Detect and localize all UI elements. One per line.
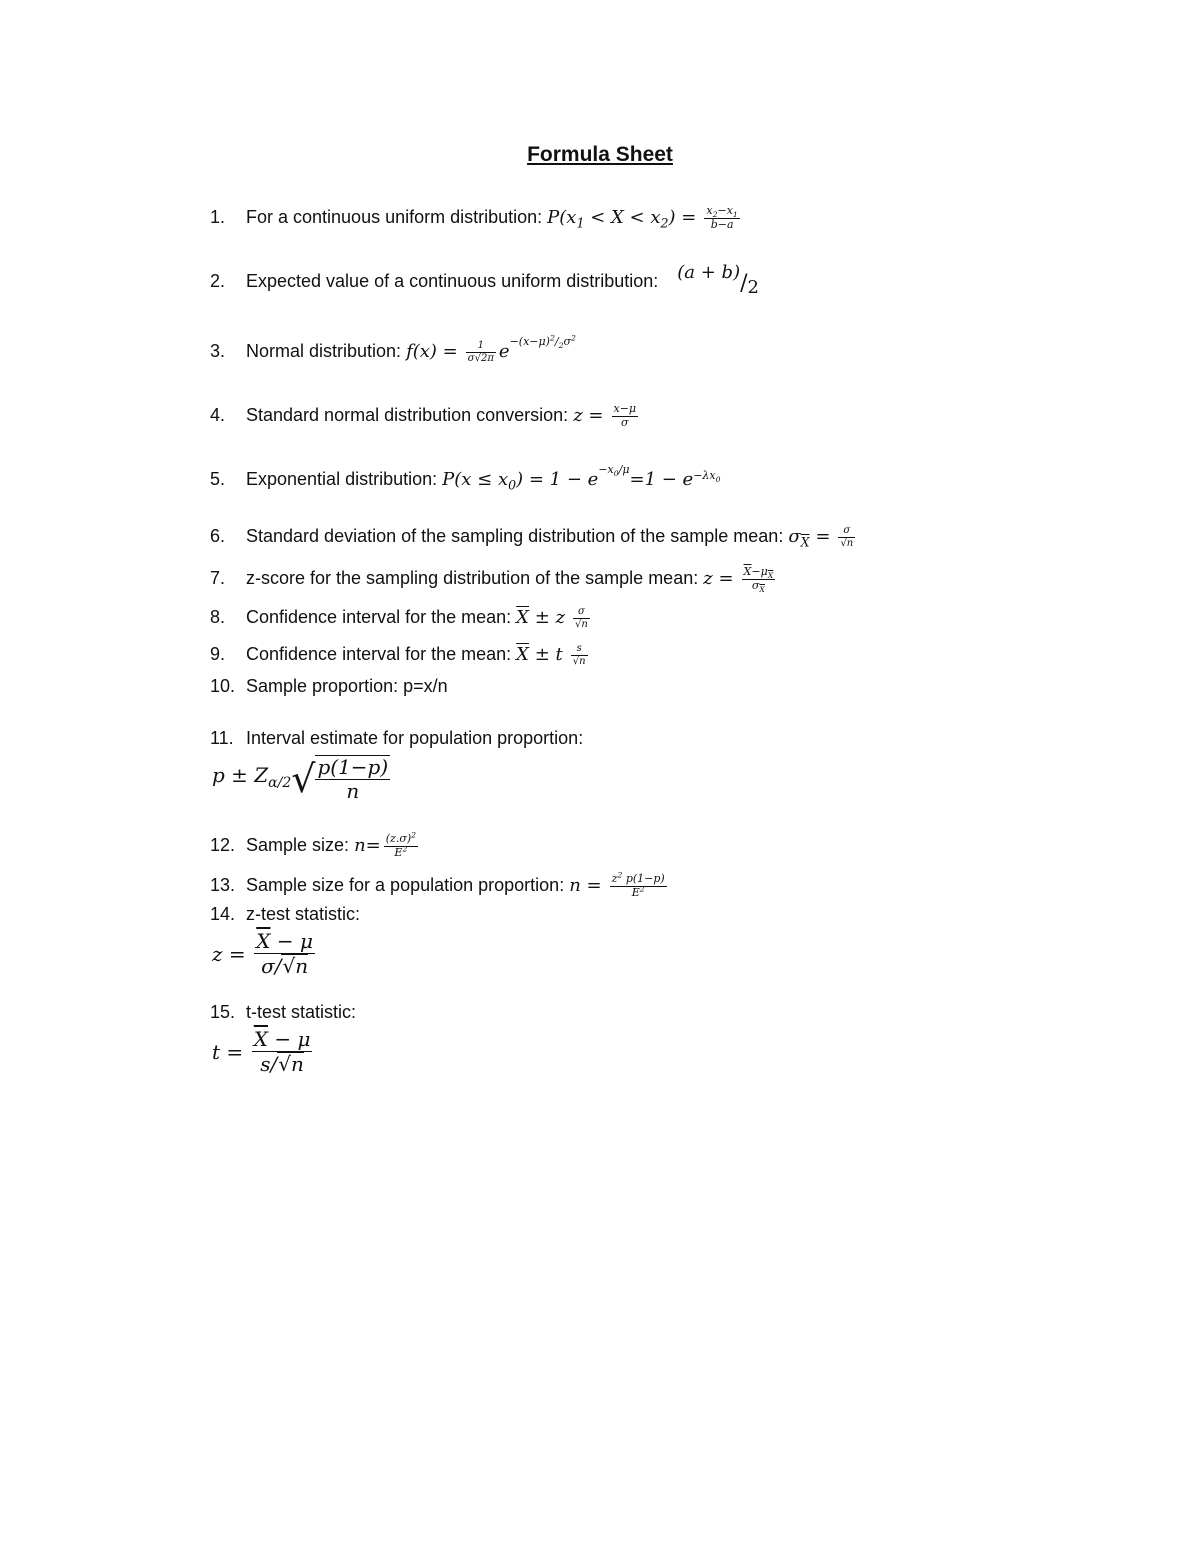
fraction: $\frac{(z.\sigma)^2}{E^2}$	[385, 830, 417, 859]
fraction: $\frac{s}{√n}$	[572, 643, 586, 667]
formula-expression: $P(x_1 < X < x_2)$ =	[547, 206, 697, 231]
formula-label: Sample size for a population proportion:	[246, 874, 565, 895]
fraction: $\frac{p(1-p)}{n}$	[317, 755, 389, 803]
formula-item-9: 9. Confidence interval for the mean: $\overline{X} \pm t$ $\frac{s}{√n}$	[210, 643, 586, 667]
formula-item-2: 2. Expected value of a continuous uniform distribution: (a + b)/2	[210, 262, 759, 298]
fraction: $\frac{\overline{X}-\mu_{\overline{X}}}{\sigma_{\overline{X}}}$	[743, 565, 774, 594]
formula-item-14: 14. z-test statistic:	[210, 904, 361, 924]
formula-item-1: 1. For a continuous uniform distribution: $P(x_1 < X < x_2)$ = $\frac{x_2-x_1}{b-a}$	[210, 204, 738, 231]
formula-label: Confidence interval for the mean:	[246, 606, 512, 627]
formula-expression: n=	[354, 834, 381, 856]
fraction: $\frac{\sigma}{√n}$	[575, 606, 588, 630]
formula-label: Sample proportion: p=x/n	[246, 676, 448, 696]
formula-item-4: 4. Standard normal distribution conversion: z = $\frac{x-\mu}{\sigma}$	[210, 402, 637, 429]
formula-expression: f(x) =	[406, 340, 458, 362]
formula-expression-11: $p \pm Z_{\alpha/2}√$ $\frac{p(1-p)}{n}$	[212, 755, 389, 803]
formula-label: Confidence interval for the mean:	[246, 643, 512, 664]
formula-expression: z =	[703, 567, 734, 589]
formula-label: Interval estimate for population proportion:	[246, 728, 584, 748]
formula-label: z-test statistic:	[246, 904, 361, 924]
fraction: $\frac{\sigma}{√n}$	[840, 525, 854, 549]
formula-expression: z =	[573, 404, 604, 426]
formula-label: Sample size:	[246, 834, 350, 855]
formula-item-13: 13. Sample size for a population proportion: n = $\frac{z^2 p(1-p)}{E^2}$	[210, 870, 665, 899]
formula-label: t-test statistic:	[246, 1002, 357, 1022]
formula-expression: $\sigma_{\overline{X}}$ =	[788, 525, 831, 550]
formula-item-11: 11. Interval estimate for population proportion:	[210, 728, 584, 748]
formula-label: z-score for the sampling distribution of the sample mean:	[246, 567, 699, 588]
formula-item-15: 15. t-test statistic:	[210, 1002, 357, 1022]
formula-item-10: 10. Sample proportion: p=x/n	[210, 676, 448, 696]
formula-expression: n =	[569, 874, 602, 896]
formula-expression-14: z = $\frac{\overline{X} - \mu}{\sigma/√n}$	[212, 929, 313, 978]
formula-expression: (a + b)	[677, 262, 741, 283]
formula-item-12: 12. Sample size: n= $\frac{(z.\sigma)^2}{E^2}$	[210, 830, 417, 859]
formula-label: For a continuous uniform distribution:	[246, 206, 543, 227]
formula-expression: $\overline{X} \pm z$	[516, 606, 566, 628]
fraction: $\frac{\overline{X} - \mu}{s/√n}$	[253, 1027, 311, 1076]
fraction: $\frac{x-\mu}{\sigma}$	[613, 402, 637, 429]
fraction: $\frac{1}{\sigma√2\pi}$	[467, 340, 494, 364]
fraction: $\frac{\overline{X} - \mu}{\sigma/√n}$	[256, 929, 313, 978]
formula-label: Standard normal distribution conversion:	[246, 404, 569, 425]
formula-expression-15: t = $\frac{\overline{X} - \mu}{s/√n}$	[212, 1027, 311, 1076]
formula-label: Normal distribution:	[246, 340, 402, 361]
formula-expression: $P(x \le x_0) = 1 - e$	[442, 469, 599, 493]
formula-item-8: 8. Confidence interval for the mean: $\overline{X} \pm z$ $\frac{\sigma}{√n}$	[210, 606, 588, 630]
formula-label: Exponential distribution:	[246, 469, 438, 489]
formula-expression: $\overline{X} \pm t$	[516, 643, 563, 665]
fraction: $\frac{z^2 p(1-p)}{E^2}$	[611, 870, 665, 899]
formula-item-3: 3. Normal distribution: f(x) = $\frac{1}{\sigma√2\pi}$ $e^{-(x-\mu)^2/_2\sigma^2}$	[210, 333, 576, 364]
formula-item-7: 7. z-score for the sampling distribution of the sample mean: z = $\frac{\overline{X}-\mu_{\overline{X}}}{\sigma_{\overline{X}}}$	[210, 565, 774, 594]
page-title: Formula Sheet	[527, 143, 673, 166]
fraction: $\frac{x_2-x_1}{b-a}$	[706, 204, 738, 231]
formula-item-5: 5. Exponential distribution: $P(x \le x_0) = 1 - e^{-x_0/\mu}=1 - e^{-\lambda x_0}$	[210, 463, 721, 493]
formula-label: Standard deviation of the sampling distribution of the sample mean:	[246, 525, 784, 546]
formula-item-6: 6. Standard deviation of the sampling distribution of the sample mean: $\sigma_{\overline{X}}$ = $\frac{\sigma}{√n}$	[210, 525, 854, 550]
formula-label: Expected value of a continuous uniform distribution:	[246, 271, 659, 291]
